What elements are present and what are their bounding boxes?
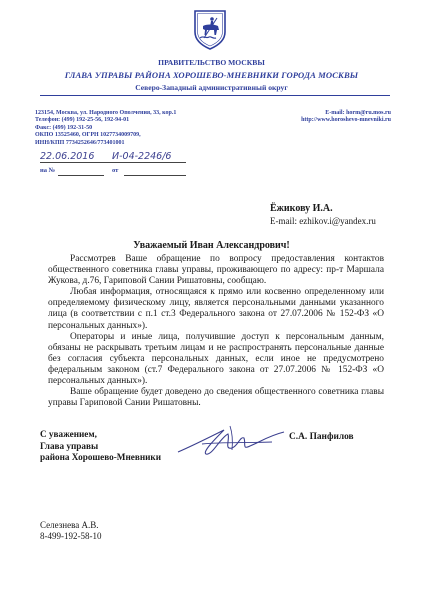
- body-paragraph: Операторы и иные лица, получившие доступ к персональным данным, обязаны не раскрывать третьим лицам и не распространять персональные данные без согласия субъекта персональных данных, если иное не предусмотрено федеральным законом (ст.7 Федерального закона от 27.07.2006 № 152-ФЗ «О персональных данных»).: [48, 331, 384, 387]
- contact-fax: Факс: (499) 192-31-50: [35, 124, 93, 131]
- moscow-coat-of-arms-icon: [192, 8, 228, 50]
- ref-date-label: от: [112, 167, 119, 174]
- letterhead-title: ГЛАВА УПРАВЫ РАЙОНА ХОРОШЕВО-МНЕВНИКИ ГОРОДА МОСКВЫ: [64, 70, 359, 80]
- contact-inn: ИНН/КПП 7734252646/773401001: [35, 139, 125, 146]
- ref-number-line: [58, 175, 104, 176]
- contact-address: 123154, Москва, ул. Народного Ополчения, 33, кор.1: [35, 110, 177, 116]
- ref-date-line: [124, 175, 186, 176]
- registration-line: [40, 162, 186, 163]
- closing-regards: С уважением,: [40, 429, 97, 439]
- executor-name: Селезнева А.В.: [40, 520, 99, 530]
- letterhead-government: ПРАВИТЕЛЬСТВО МОСКВЫ: [158, 58, 265, 67]
- contact-block-left: [35, 110, 176, 147]
- contact-block-right: [277, 110, 391, 125]
- handwritten-signature: [172, 416, 292, 462]
- signer-name: С.А. Панфилов: [289, 432, 354, 442]
- registration-number: И-04-2246/6: [112, 151, 172, 162]
- body-paragraph: Ваше обращение будет доведено до сведения общественного советника главы управы Гариповой Сании Ришатовны.: [48, 387, 384, 409]
- letterhead-divider: [40, 95, 390, 96]
- closing-position: Глава управы: [40, 440, 99, 451]
- letter-body: [48, 254, 384, 409]
- body-paragraph: Рассмотрев Ваше обращение по вопросу предоставления контактов общественного советника главы управы, проживающего по адресу: пр-т Маршала Жукова, д.76, Гариповой Сании Ришатовны, сообщаю.: [48, 254, 384, 287]
- registration-date: 22.06.2016: [40, 151, 95, 162]
- contact-email: E-mail: horm@ru.mos.ru: [325, 110, 391, 116]
- ref-number-label: на №: [40, 167, 56, 174]
- contact-phone: Телефон: (499) 192-25-56, 192-94-01: [35, 117, 130, 124]
- body-paragraph: Любая информация, относящаяся к прямо или косвенно определенному или определяемому физическому лицу, является персональными данными указанного лица (в соответствии с п.1 ст.3 Федерального закона от 27.07.2006 № 152-ФЗ «О персональных данных»).: [48, 287, 384, 331]
- salutation: Уважаемый Иван Александрович!: [133, 240, 290, 251]
- recipient-name: Ёжикову И.А.: [270, 203, 333, 214]
- closing-district: района Хорошево-Мневники: [40, 452, 161, 462]
- letterhead-okrug: Северо-Западный административный округ: [135, 83, 288, 92]
- recipient-email: E-mail: ezhikov.i@yandex.ru: [270, 216, 376, 226]
- closing-block: [40, 429, 161, 464]
- contact-website: http://www.horoshevo-mnevniki.ru: [301, 117, 391, 124]
- executor-phone: 8-499-192-58-10: [40, 531, 102, 541]
- contact-okpo: ОКПО 13525460, ОГРН 1027734009709,: [35, 132, 141, 139]
- executor-block: [40, 520, 102, 542]
